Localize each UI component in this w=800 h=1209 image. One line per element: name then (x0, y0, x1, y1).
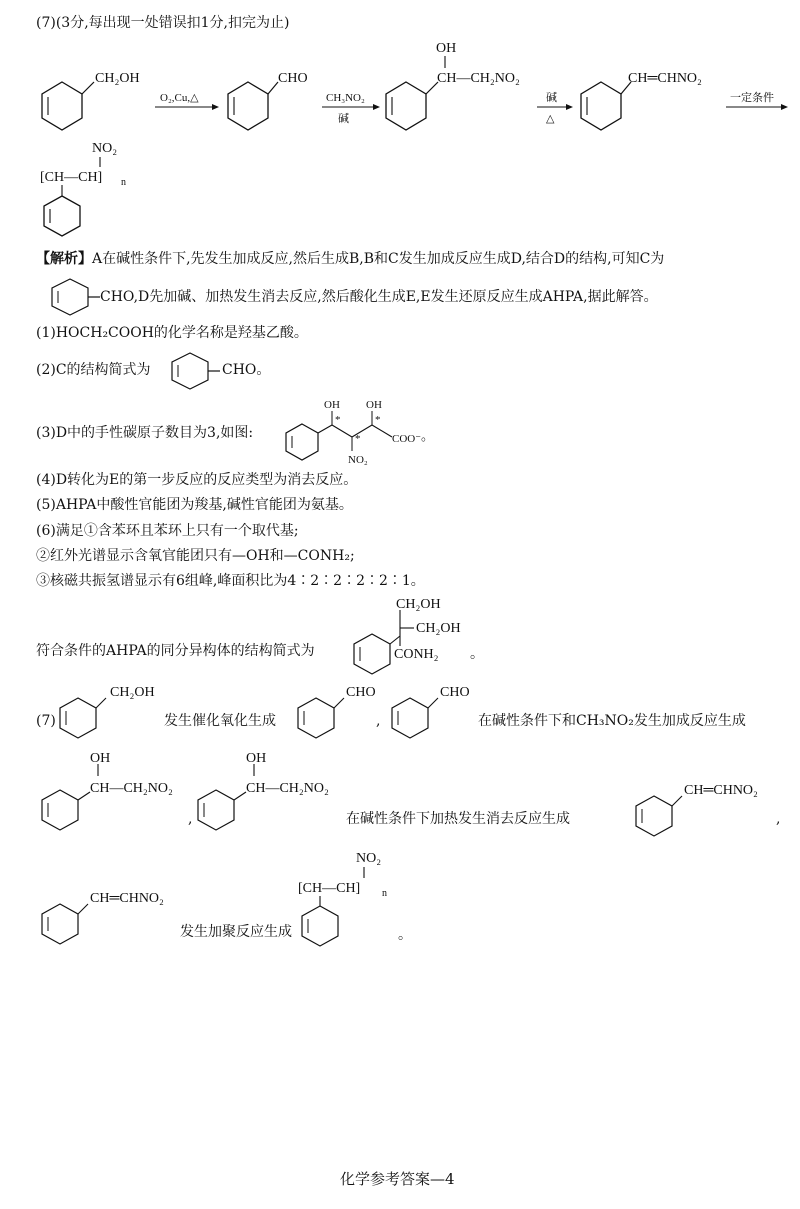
q6d-text: 符合条件的AHPA的同分异构体的结构简式为 (36, 643, 315, 659)
q7-end: 。 (398, 927, 412, 943)
benzaldehyde-inline-2 (160, 350, 230, 390)
q7-oh-1: OH (90, 751, 111, 766)
q7-vinyl-2: CH═CHNO₂ (90, 891, 164, 906)
q7-oh-2: OH (246, 751, 267, 766)
isomer-g1: CH₂OH (396, 597, 441, 612)
q7-comma-1: , (376, 713, 381, 729)
q7-chain-1: CH—CH₂NO₂ (90, 781, 173, 796)
poly1-no2: NO₂ (92, 141, 118, 156)
q6b-text: ②红外光谱显示含氧官能团只有—OH和—CONH₂; (36, 548, 355, 564)
q6a-text: (6)满足①含苯环且苯环上只有一个取代基; (36, 523, 299, 539)
analysis-line2-text: ,D先加碱、加热发生消去反应,然后酸化生成E,E发生还原反应生成AHPA,据此解答。 (133, 289, 658, 305)
q3-oh2: OH (366, 399, 382, 411)
q7-t3: 在碱性条件下加热发生消去反应生成 (346, 811, 570, 827)
page-footer: 化学参考答案—4 (340, 1170, 455, 1188)
q7-t1: 发生催化氧化生成 (164, 713, 276, 729)
q7-nitroalcohol-1 (40, 751, 193, 836)
q2-end: 。 (256, 362, 271, 378)
q7-chain-2: CH—CH₂NO₂ (246, 781, 329, 796)
q3-oh1: OH (324, 399, 340, 411)
arrow2-top: CH₃NO₂ (326, 92, 365, 104)
q7-label: (7) (36, 713, 56, 729)
poly1-chain: [CH—CH] (40, 170, 103, 185)
q7-vinyl-1: CH═CHNO₂ (684, 783, 758, 798)
s1-group: CH₂OH (95, 71, 140, 86)
q7-ch2oh: CH₂OH (110, 685, 155, 700)
synthesis-scheme (0, 0, 800, 220)
q6c-text: ③核磁共振氢谱显示有6组峰,峰面积比为4∶2∶2∶2∶2∶1。 (36, 573, 425, 589)
q7-benzaldehyde-2 (390, 680, 510, 740)
arrow3-bottom: △ (546, 113, 555, 125)
q7-benzyl-alcohol (58, 680, 178, 740)
analysis-line1: A在碱性条件下,先发生加成反应,然后生成B,B和C发生加成反应生成D,结合D的结构,可知C为 (92, 251, 665, 267)
poly2-n: n (382, 888, 387, 899)
q3-structure (282, 396, 442, 476)
s4-group: CH═CHNO₂ (628, 71, 702, 86)
benzene-ring-1 (42, 82, 94, 130)
s2-group: CHO (278, 71, 308, 86)
q3-star3: * (375, 414, 381, 426)
benzene-ring-3 (386, 56, 445, 130)
isomer-g2: CH₂OH (416, 621, 461, 636)
q7-cho-1: CHO (346, 685, 376, 700)
q7-cho-2: CHO (440, 685, 470, 700)
poly1-n: n (121, 177, 126, 188)
q7-nitroalcohol-2 (196, 752, 346, 836)
arrow2-bottom: 碱 (338, 113, 349, 125)
ahpa-isomer-structure (352, 594, 502, 674)
arrow3-top: 碱 (546, 92, 557, 104)
q7-t4: 发生加聚反应生成 (180, 924, 292, 940)
poly2-chain: [CH—CH] (298, 881, 361, 896)
q5-text: (5)AHPA中酸性官能团为羧基,碱性官能团为氨基。 (36, 497, 353, 513)
analysis-line2-group: CHO (100, 289, 134, 305)
q7-comma-3: , (776, 811, 781, 827)
q3-star1: * (335, 414, 341, 426)
q7-nitrostyrene-2 (40, 886, 200, 946)
benzene-ring-2 (228, 82, 278, 130)
q1-text: (1)HOCH₂COOH的化学名称是羟基乙酸。 (36, 325, 308, 341)
q3-coo: COO⁻ (392, 433, 422, 445)
isomer-g3: CONH₂ (394, 647, 439, 662)
q7-t2: 在碱性条件下和CH₃NO₂发生加成反应生成 (478, 713, 746, 729)
q3-text: (3)D中的手性碳原子数目为3,如图: (36, 425, 254, 441)
poly2-no2: NO₂ (356, 851, 382, 866)
benzene-ring-4 (581, 82, 631, 130)
q7-comma-2: , (188, 811, 193, 827)
scheme-header: (7)(3分,每出现一处错误扣1分,扣完为止) (36, 15, 290, 31)
polymer-structure-1 (40, 141, 126, 236)
analysis-label: 【解析】 (36, 251, 92, 267)
arrow1-top: O₂,Cu,△ (160, 92, 199, 104)
q7-nitrostyrene-1 (634, 778, 794, 838)
s3-chain: CH—CH₂NO₂ (437, 71, 520, 86)
q6d-end: 。 (470, 647, 484, 662)
arrow4-top: 一定条件 (730, 92, 774, 104)
q4-text: (4)D转化为E的第一步反应的反应类型为消去反应。 (36, 472, 358, 488)
q3-no2: NO₂ (348, 454, 368, 466)
q3-end: 。 (421, 428, 435, 443)
q3-star2: * (355, 433, 361, 445)
q2-text: (2)C的结构简式为 (36, 362, 151, 378)
s3-oh: OH (436, 41, 457, 56)
q2-group: CHO (222, 362, 257, 378)
